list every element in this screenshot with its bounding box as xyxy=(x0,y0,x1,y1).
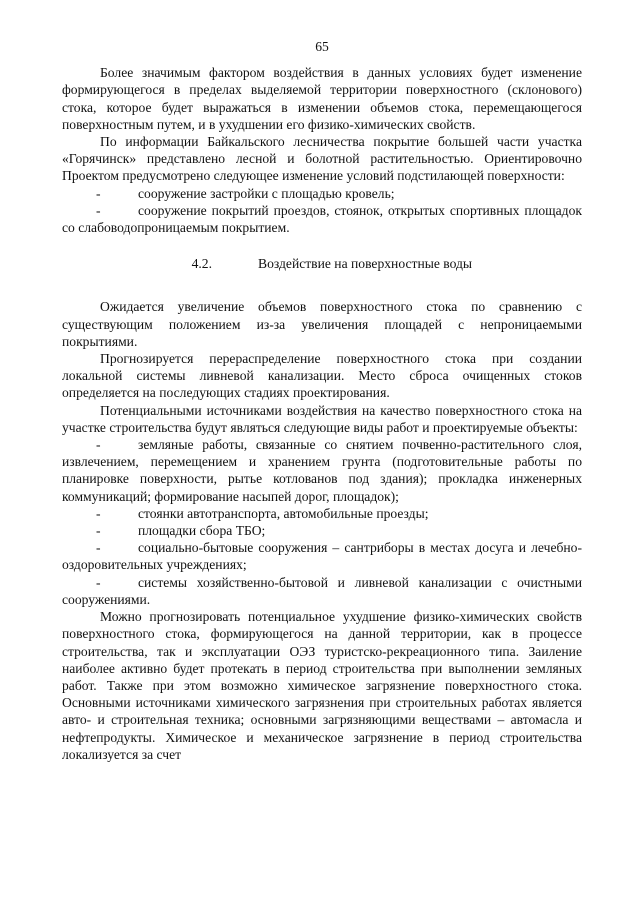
list-item xyxy=(62,539,582,573)
section-number: 4.2. xyxy=(191,256,212,272)
list-item-text: площадки сбора ТБО; xyxy=(138,523,266,539)
list-item-text: земляные работы, связанные со снятием почвенно-растительного слоя, извлечением, перемещением и хранением грунта (подготовительные работы по планировке поверхности, рытье котлованов под здания); прокладка инженерных коммуникаций; формирование насыпей дорог, площадок); xyxy=(62,437,582,504)
list-dash: - xyxy=(96,505,101,521)
list-dash: - xyxy=(96,540,101,556)
section-title: Воздействие на поверхностные воды xyxy=(258,256,473,272)
paragraph: Можно прогнозировать потенциальное ухудшение физико-химических свойств поверхностного стока, формирующегося на данной территории, как в процессе строительства, так и эксплуатации ОЭЗ туристско-рекреационного типа. Заиление наиболее активно будет протекать в период строительства при выполнении земляных работ. Также при этом возможно химическое загрязнение поверхностного стока. Основными источниками химического загрязнения при строительных работах является авто- и строительная техника; основными загрязняющими веществами – автомасла и нефтепродукты. Химическое и механическое загрязнение в период строительства локализуется за счет xyxy=(62,609,582,762)
paragraph: Ожидается увеличение объемов поверхностного стока по сравнению с существующим положением из-за увеличения площадей с непроницаемыми покрытиями. xyxy=(62,299,582,349)
list-item xyxy=(62,505,582,522)
paragraph: Прогнозируется перераспределение поверхностного стока при создании локальной системы ливневой канализации. Место сброса очищенных стоков определяется на последующих стадиях проектирования. xyxy=(62,351,582,401)
list-item-text: стоянки автотранспорта, автомобильные проезды; xyxy=(138,505,429,521)
list-item xyxy=(62,185,582,202)
list-dash: - xyxy=(96,202,101,218)
list-item xyxy=(62,202,582,236)
list-item xyxy=(62,574,582,608)
list-dash: - xyxy=(96,437,101,453)
list-item-text: системы хозяйственно-бытовой и ливневой канализации с очистными сооружениями. xyxy=(62,574,582,607)
page-number: 65 xyxy=(315,39,329,54)
paragraph: Потенциальными источниками воздействия на качество поверхностного стока на участке строительства будут являться следующие виды работ и проектируемые объекты: xyxy=(62,402,582,435)
list-dash: - xyxy=(96,574,101,590)
list-item-text: сооружение застройки с площадью кровель; xyxy=(138,185,395,201)
list-dash: - xyxy=(96,523,101,539)
paragraph: Более значимым фактором воздействия в данных условиях будет изменение формирующегося в пределах выделяемой территории поверхностного (склонового) стока, которое будет выражаться в изменении объемов стока, перемещающегося поверхностным путем, и в ухудшении его физико-химических свойств. xyxy=(62,65,582,132)
list-item-text: социально-бытовые сооружения – сантриборы в местах досуга и лечебно-оздоровительных учреждениях; xyxy=(62,540,582,573)
section-heading xyxy=(62,255,582,272)
text-block-intro xyxy=(62,64,582,236)
text-block-surface-water xyxy=(62,298,582,762)
list-item xyxy=(62,436,582,505)
list-item xyxy=(62,522,582,539)
list-item-text: сооружение покрытий проездов, стоянок, открытых спортивных площадок со слабоводопроницаемым покрытием. xyxy=(62,202,582,236)
paragraph: По информации Байкальского лесничества покрытие большей части участка «Горячинск» представлено лесной и болотной растительностью. Ориентировочно Проектом предусмотрено следующее изменение условий подстилающей поверхности: xyxy=(62,134,582,184)
list-dash: - xyxy=(96,185,101,201)
